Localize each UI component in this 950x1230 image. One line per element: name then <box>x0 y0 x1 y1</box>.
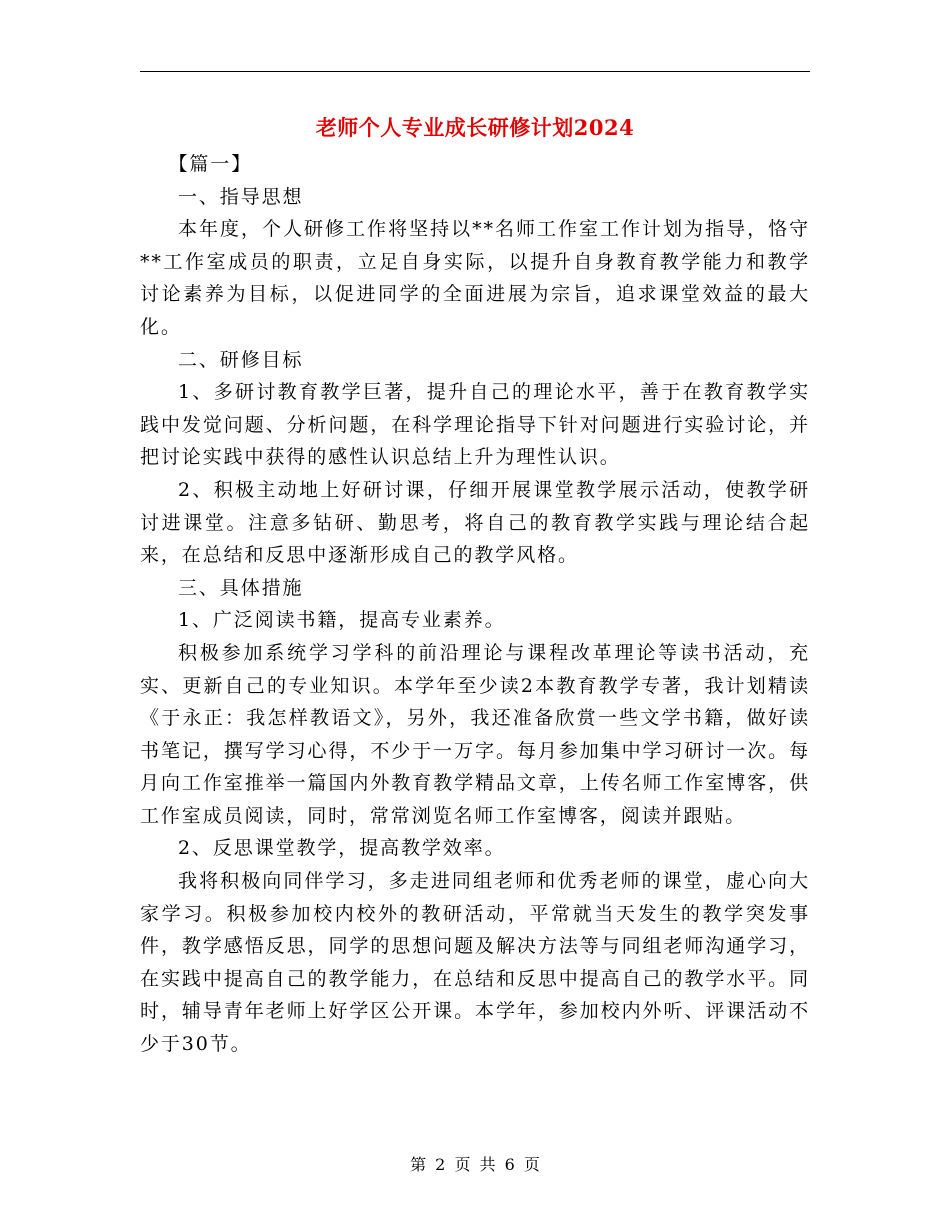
section-heading-guiding-thought: 一、指导思想 <box>178 185 304 208</box>
paragraph-measure-1-body: 积极参加系统学习学科的前沿理论与课程改革理论等读书活动，充实、更新自己的专业知识。本学年至少读2本教育教学专著，我计划精读《于永正：我怎样教语文》，另外，我还准备欣赏一些文学书籍，做好读书笔记，撰写学习心得，不少于一万字。每月参加集中学习研讨一次。每月向工作室推举一篇国内外教育教学精品文章，上传名师工作室博客，供工作室成员阅读，同时，常常浏览名师工作室博客，阅读并跟贴。 <box>140 641 810 827</box>
paragraph-measure-2-body: 我将积极向同伴学习，多走进同组老师和优秀老师的课堂，虚心向大家学习。积极参加校内校外的教研活动，平常就当天发生的教学突发事件，教学感悟反思，同学的思想问题及解决方法等与同组老师沟通学习，在实践中提高自己的教学能力，在总结和反思中提高自己的教学水平。同时，辅导青年老师上好学区公开课。本学年，参加校内外听、评课活动不少于30节。 <box>140 870 810 1056</box>
paragraph-guiding-thought: 本年度，个人研修工作将坚持以**名师工作室工作计划为指导，恪守**工作室成员的职责，立足自身实际，以提升自身教育教学能力和教学讨论素养为目标，以促进同学的全面进展为宗旨，追求课堂效益的最大化。 <box>140 218 810 338</box>
page-indicator: 第 2 页 共 6 页 <box>410 1155 540 1174</box>
part-label: 【篇一】 <box>168 153 253 175</box>
paragraph-measure-1-title: 1、广泛阅读书籍，提高专业素养。 <box>178 609 506 632</box>
document-title: 老师个人专业成长研修计划2024 <box>315 115 635 140</box>
section-heading-goals: 二、研修目标 <box>178 348 304 371</box>
paragraph-goal-1: 1、多研讨教育教学巨著，提升自己的理论水平，善于在教育教学实践中发觉问题、分析问题，在科学理论指导下针对问题进行实验讨论，并把讨论实践中获得的感性认识总结上升为理性认识。 <box>140 381 810 469</box>
section-heading-measures: 三、具体措施 <box>178 576 304 599</box>
header-rule <box>140 71 810 72</box>
paragraph-goal-2: 2、积极主动地上好研讨课，仔细开展课堂教学展示活动，使教学研讨进课堂。注意多钻研、勤思考，将自己的教育教学实践与理论结合起来，在总结和反思中逐渐形成自己的教学风格。 <box>140 478 810 567</box>
paragraph-measure-2-title: 2、反思课堂教学，提高教学效率。 <box>178 837 506 860</box>
document-body <box>140 148 810 1061</box>
